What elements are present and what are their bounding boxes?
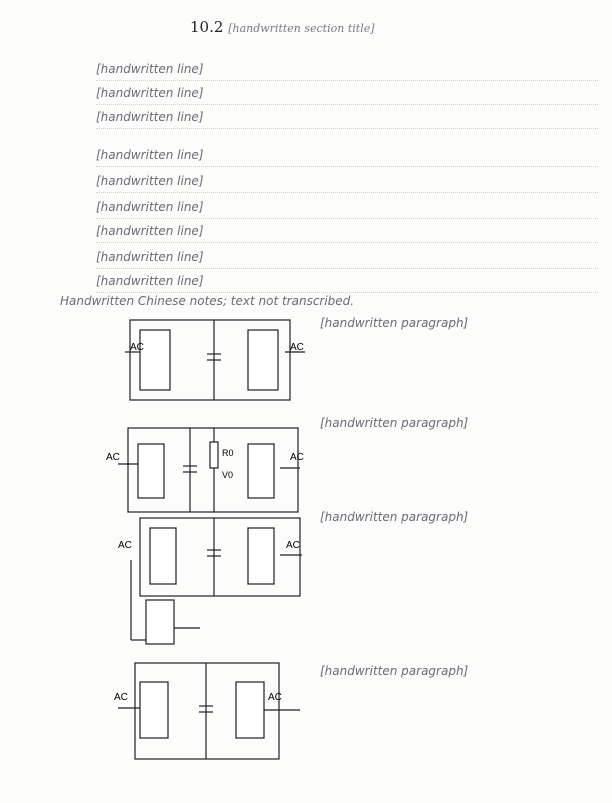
diagram-4-output-label: AC	[268, 692, 282, 703]
side-note: [handwritten paragraph]	[320, 416, 469, 430]
transcription-note: Handwritten Chinese notes; text not transcribed.	[60, 294, 355, 308]
diagram-1-output-label: AC	[290, 342, 304, 353]
text-line: [handwritten line]	[96, 82, 598, 105]
text-line: [handwritten line]	[96, 196, 598, 219]
circuit-diagram-3	[131, 518, 302, 644]
text-line: [handwritten line]	[96, 144, 598, 167]
transistor-label: V0	[222, 470, 234, 480]
diagram-1-input-label: AC	[130, 342, 144, 353]
text-line: [handwritten line]	[96, 246, 598, 269]
text-line: [handwritten line]	[96, 58, 598, 81]
section-title-note: [handwritten section title]	[228, 22, 375, 35]
circuit-diagram-4	[118, 663, 300, 759]
section-number: 10.2	[190, 18, 224, 36]
side-note: [handwritten paragraph]	[320, 510, 469, 524]
diagram-4-input-label: AC	[114, 692, 128, 703]
diagram-2-input-label: AC	[106, 452, 120, 463]
diagram-3-input-label: AC	[118, 540, 132, 551]
text-line: [handwritten line]	[96, 170, 598, 193]
text-line: [handwritten line]	[96, 106, 598, 129]
text-line: [handwritten line]	[96, 220, 598, 243]
side-note: [handwritten paragraph]	[320, 316, 469, 330]
side-note: [handwritten paragraph]	[320, 664, 469, 678]
resistor-label: R0	[222, 448, 234, 458]
diagram-2-output-label: AC	[290, 452, 304, 463]
diagram-3-output-label: AC	[286, 540, 300, 551]
text-line: [handwritten line]	[96, 270, 598, 293]
circuit-diagram-2	[118, 428, 300, 512]
circuit-diagram-1	[125, 320, 305, 400]
